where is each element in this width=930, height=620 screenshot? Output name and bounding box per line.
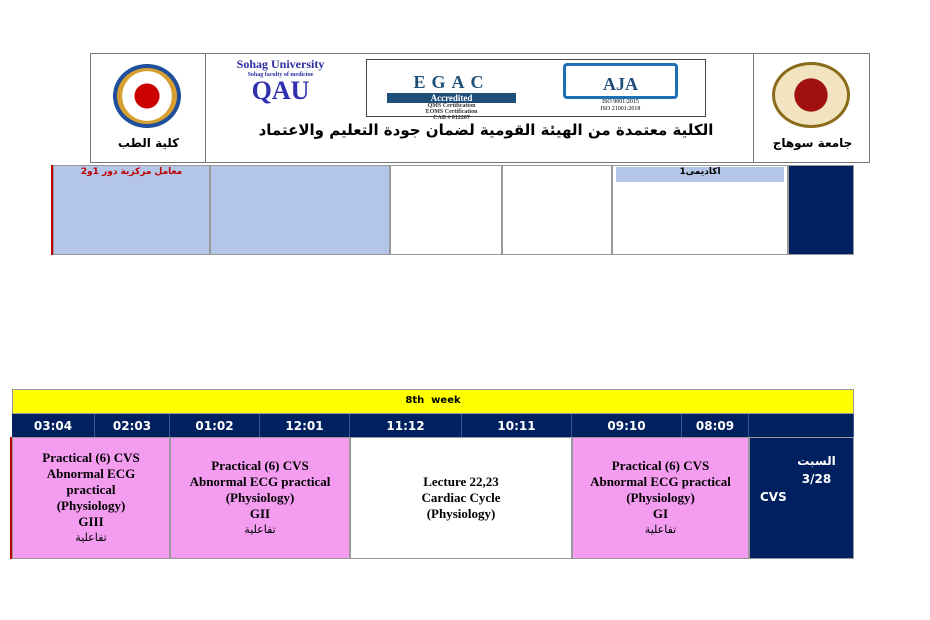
day-module: CVS [760,490,787,504]
faculty-logo-cell [91,54,206,162]
day-date: 3/28 [801,472,832,486]
session-line: practical [66,482,116,497]
session-line: Practical (6) CVS [611,458,710,473]
egac-cert: CAB # 012207 [433,115,470,121]
aja-logo [536,60,705,116]
university-label: جامعة سوهاج [772,136,853,150]
session-line: Abnormal ECG practical [189,474,331,489]
university-logo-text: Sohag University [236,57,325,71]
session-note: تفاعلية [75,531,107,544]
egac-cert: EOMS Certification [425,109,478,115]
session-line: Abnormal ECG practical [590,474,731,489]
day-cell [788,165,854,255]
university-logo [772,62,850,128]
session-line: Practical (6) CVS [42,450,140,465]
session-line: GIII [78,514,104,529]
day-cell [749,437,854,559]
time-slot: 10:11 [462,414,572,437]
egac-text: EGAC [413,72,490,92]
schedule-cell [210,165,390,255]
accreditation-cell [206,54,753,162]
session-line: (Physiology) [56,498,126,513]
time-slot: 08:09 [682,414,749,437]
time-slot: 11:12 [350,414,462,437]
session-cell [350,437,572,559]
lab-note: معامل مركزية دور 1و2 [80,167,183,177]
egac-logo [367,60,536,121]
room-label: اكاديمى1 [616,167,784,182]
session-line: Practical (6) CVS [211,458,309,473]
sohag-university-logo [218,57,343,104]
session-note: تفاعلية [244,523,276,536]
session-cell [12,437,170,559]
qau-logo: QAU [251,76,310,105]
time-slot-blank [749,414,854,437]
schedule-cell [502,165,612,255]
session-note: تفاعلية [644,523,677,536]
session-line: (Physiology) [426,506,496,521]
university-logo-sub: Sohag faculty of medicine [247,72,314,78]
session-line: Abnormal ECG [46,466,136,481]
session-line: GII [249,506,271,521]
egac-accredited: Accredited [387,93,516,103]
session-line: (Physiology) [225,490,295,505]
week-title: 8th week [12,389,854,414]
letterhead [90,53,870,163]
time-slot: 01:02 [170,414,260,437]
time-slot: 09:10 [572,414,682,437]
time-slot: 12:01 [260,414,350,437]
session-line: Cardiac Cycle [421,490,501,505]
session-line: GI [652,506,669,521]
aja-cert: ISO 21001:2018 [600,106,641,112]
egac-cert: QMS Certification [427,103,476,109]
day-name: السبت [797,454,836,468]
certification-logos [366,59,706,121]
university-logo-cell [753,54,870,162]
time-slot: 02:03 [95,414,170,437]
faculty-label: كلية الطب [117,136,180,150]
lab-cell [53,165,210,255]
session-line: Lecture 22,23 [423,474,499,489]
schedule-cell [390,165,502,255]
session-line: (Physiology) [626,490,695,505]
session-cell [170,437,350,559]
aja-cert: ISO 9001:2015 [602,99,639,105]
aja-text: AJA [563,63,678,99]
faculty-logo [113,64,181,128]
room-cell [612,165,788,255]
accreditation-text: الكلية معتمدة من الهيئة القومية لضمان جودة التعليم والاعتماد [258,121,714,139]
session-cell [572,437,749,559]
time-slot: 03:04 [12,414,95,437]
